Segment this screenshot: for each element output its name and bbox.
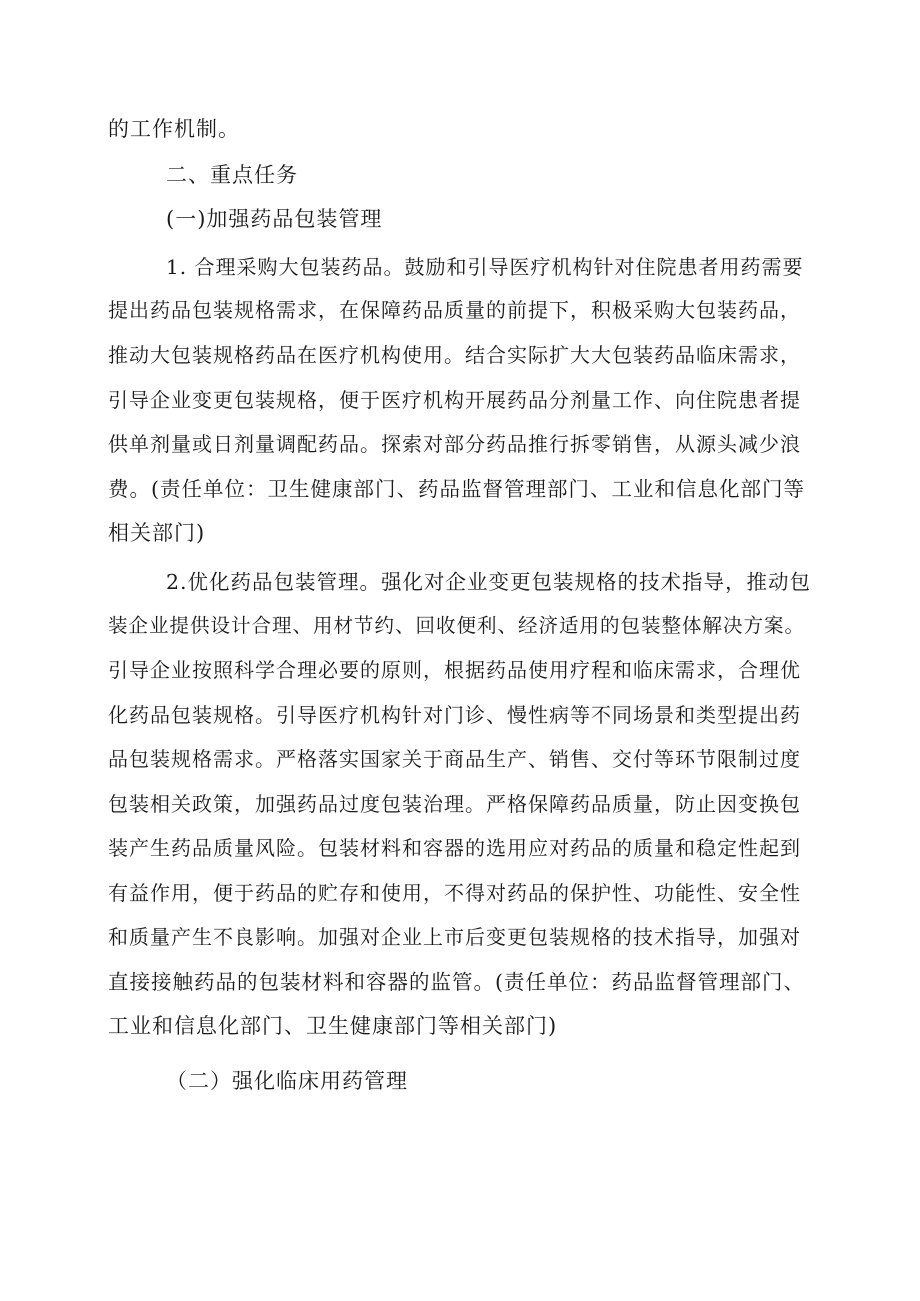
text-line: 品包装规格需求。严格落实国家关于商品生产、销售、交付等环节限制过度 xyxy=(108,747,801,771)
text-line: 供单剂量或日剂量调配药品。探索对部分药品推行拆零销售，从源头减少浪 xyxy=(108,432,801,456)
text-line: 费。(责任单位：卫生健康部门、药品监督管理部门、工业和信息化部门等 xyxy=(108,477,805,501)
subsection-heading: （二）强化临床用药管理 xyxy=(166,1069,408,1093)
text-line: 包装相关政策，加强药品过度包装治理。严格保障药品质量，防止因变换包 xyxy=(108,792,801,816)
text-line: 引导企业按照科学合理必要的原则，根据药品使用疗程和临床需求，合理优 xyxy=(108,658,801,682)
text-line: 直接接触药品的包装材料和容器的监管。(责任单位：药品监督管理部门、 xyxy=(108,970,805,994)
text-line: 工业和信息化部门、卫生健康部门等相关部门) xyxy=(108,1014,558,1038)
text-line: 引导企业变更包装规格，便于医疗机构开展药品分剂量工作、向住院患者提 xyxy=(108,388,801,412)
text-line: 化药品包装规格。引导医疗机构针对门诊、慢性病等不同场景和类型提出药 xyxy=(108,703,801,727)
text-line: 提出药品包装规格需求，在保障药品质量的前提下，积极采购大包装药品， xyxy=(108,298,801,322)
text-line: 装企业提供设计合理、用材节约、回收便利、经济适用的包装整体解决方案。 xyxy=(108,614,806,637)
text-line: 有益作用，便于药品的贮存和使用，不得对药品的保护性、功能性、安全性 xyxy=(108,881,801,905)
text-line: 1. 合理采购大包装药品。鼓励和引导医疗机构针对住院患者用药需要 xyxy=(166,255,804,279)
text-line: 的工作机制。 xyxy=(108,117,240,141)
section-heading: 二、重点任务 xyxy=(166,163,298,187)
text-line: 推动大包装规格药品在医疗机构使用。结合实际扩大大包装药品临床需求， xyxy=(108,343,801,367)
text-line: 相关部门) xyxy=(108,521,206,545)
subsection-heading: (一)加强药品包装管理 xyxy=(166,207,383,231)
text-line: 装产生药品质量风险。包装材料和容器的选用应对药品的质量和稳定性起到 xyxy=(108,836,801,860)
text-line: 2.优化药品包装管理。强化对企业变更包装规格的技术指导，推动包 xyxy=(166,570,812,594)
text-line: 和质量产生不良影响。加强对企业上市后变更包装规格的技术指导，加强对 xyxy=(108,925,801,949)
